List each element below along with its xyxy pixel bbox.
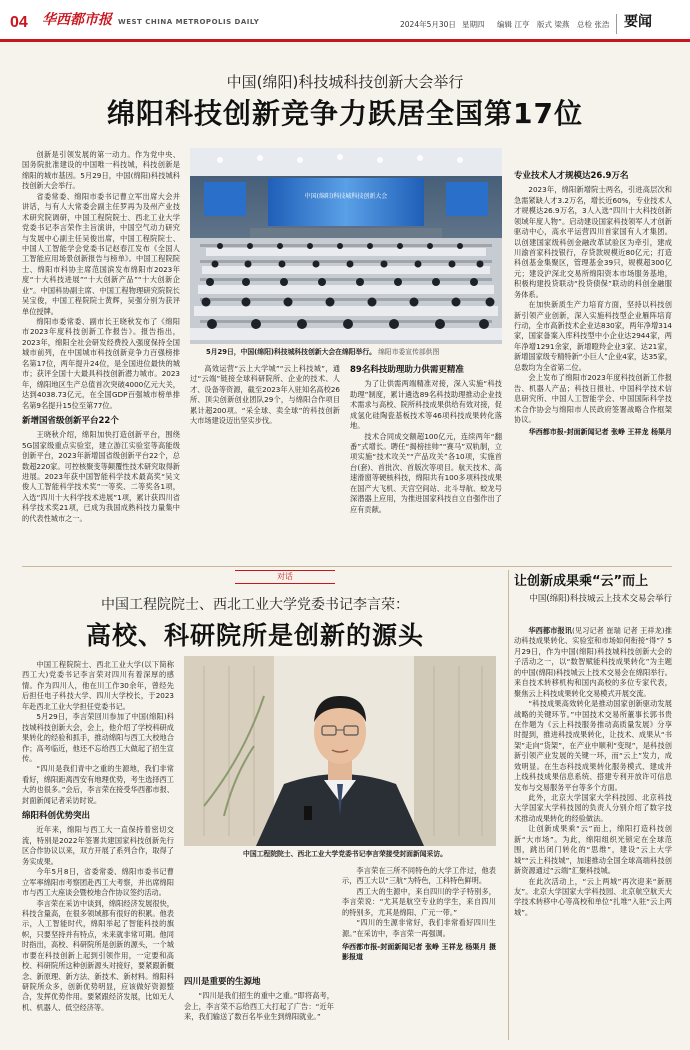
- section-divider: [22, 566, 672, 567]
- article1-byline: 华西都市报-封面新闻记者 张峥 王祥龙 杨渠月: [528, 428, 672, 437]
- article1-subhead-assistants: 89名科技助理助力供需更精准: [350, 365, 464, 375]
- article1-paragraph: 会上发布了绵阳市2023年度科技创新工作报告、机器人产品；科技日报社、中国科学技术信息研究所、中国人工智能学会、中国国际科学技术合作协会与绵阳市人民政府签署战略合作框架协议。: [514, 373, 672, 424]
- portrait-illustration: [184, 656, 496, 846]
- dialogue-paragraph: “四川是我们招生的重中之重。”即将高考，会上，李言荣不忘给西工大打起了广告：“近年来，我们输送了数百名毕业生到绵阳就业。”: [184, 991, 334, 1022]
- dialogue-middle-right-column: [342, 866, 496, 1042]
- conference-photo: [190, 148, 502, 344]
- editor-credit: 编辑 江亨: [497, 20, 530, 29]
- article1-paragraph: 王晓秋介绍，绵阳加快打造创新平台，围绕5G国家级重点实验室，建立游江实验室等高能级创新平台，2023年新增国省级创新平台22个，总数超220家。可控核聚变等颠覆性技术研究取得新进展。2023年获中国智能科学技术最高奖“吴文俊人工智能科学技术奖”一等奖、二等奖各1项，入选“四川十大科学技术进展”1项，累计获四川省科学技术奖21项，已成为我国成熟科技力量集中的代表性城市之一。: [22, 430, 180, 523]
- article1-middle-left-column: [190, 364, 340, 562]
- article1-paragraph: 绵阳市委常委、副市长王晓秋发布了《绵阳市2023年度科技创新工作报告》。报告指出，2023年，绵阳全社会研发经费投入强度保持全国城市前列，在中国城市科技创新竞争力百强榜排名第17位，两年提升24位，是全国进位最快的城市；获评全国十大最具科技创新潜力城市。2023年，绵阳地区生产总值首次突破4000亿元大关，达到4038.73亿元，在全国GDP百强城市榜单排名第9名提升15位至第77位。: [22, 317, 180, 410]
- dialogue-headline: 高校、科研院所是创新的源头: [85, 621, 424, 650]
- dialogue-paragraph: 李言荣在三所不同特色的大学工作过，他表示，西工大以“三航”为特色，工科特色鲜明。: [342, 866, 496, 886]
- article3-paragraph: 在此次活动上，“云上两城”再次迎来“新朋友”。北京大学国家大学科技园、北京航空航天大学技术转移中心等高校和单位“扎堆”入驻“云上两城”。: [514, 876, 672, 917]
- interview-photo-caption: 中国工程院院士、西北工业大学党委书记李言荣接受封面新闻采访。: [243, 850, 447, 858]
- dialogue-paragraph: 西工大的生源中，来自四川的学子特别多，李言荣说：“尤其是航空专业的学生，来自四川的特别多，尤其是绵阳、广元一带。”: [342, 886, 496, 917]
- article1-paragraph: 在加快新质生产力培育方面，坚持以科技创新引领产业创新，深入实施科技型企业雁阵培育行动，全市高新技术企业达830家，两年净增314家，国家备案入库科技型中小企业达2944家，两年净增1291余家，新增瞪羚企业3家、达21家，新增国家级专精特新“小巨人”企业4家，达35家，总数均为全省第二位。: [514, 300, 672, 372]
- conference-photo-caption: [206, 348, 506, 358]
- article1-left-column: [22, 150, 180, 568]
- article3-body: [514, 626, 672, 1042]
- article1-subhead-platforms: 新增国省级创新平台22个: [22, 415, 119, 426]
- masthead-divider: [616, 14, 617, 34]
- article3-subhead: 中国(绵阳)科技城云上技术交易会举行: [529, 593, 672, 604]
- dialogue-paragraph: “四川是我们青中之重的生源地，我们非常看好，绵阳距离西安有地理优势，考生选择西工大的也很多。”会后，李言荣在接受华西都市报、封面新闻记者采访时说。: [22, 764, 174, 805]
- article3-paragraph: 让创新成果乘“云”而上，绵阳打造科技创新“大市场”。为此，绵阳组织光锁定在全球范围，跳出闭门转化的“思维”，建设“云上大学城”“云上科技城”，加速推动全国全球高端科技创新资源通过“云端”汇聚科技城。: [514, 824, 672, 876]
- dialogue-left-column: [22, 660, 174, 1040]
- dialogue-middle-left-column: [184, 866, 334, 1042]
- article1-paragraph: 为了让供需两端精准对接，深入实施“科技助理”制度，累计遴选89名科技助理推动企业技术需求与高校、院所科技成果供给有效对接，促成氢化硅陶瓷基板技术等46项科技成果转化落地。: [350, 379, 502, 431]
- page-number: 04: [10, 14, 28, 31]
- article1-right-column: [514, 150, 672, 562]
- paper-logo-english: WEST CHINA METROPOLIS DAILY: [118, 18, 260, 26]
- dialogue-paragraph: 近年来，绵阳与西工大一直保持着密切交流，特别是2022年签署共建国家科技创新先行区合作协议以来，双方开展了系列合作，取得了务实成果。: [22, 825, 174, 866]
- article3-header: [514, 574, 672, 605]
- article1-lead: 创新是引领发展的第一动力。作为党中央、国务院批准建设的中国唯一科技城，科技创新是绵阳的城市基因。5月29日，中国(绵阳)科技城科技创新大会举行。: [22, 150, 180, 191]
- stage-screen-title: 中国(绵阳)科技城科技创新大会: [304, 193, 388, 200]
- dialogue-subhead-students: 四川是重要的生源地: [184, 977, 261, 987]
- article1-paragraph: 技术合同成交额超100亿元，连续两年“翻番”式增长。聘任“揭榜挂帅”“赛马”双轨制，立项实施“技术攻关”“产品攻关”各10项，实施首台(套)、首批次、首版次等项目。航天技术、高速滑窗等硬核科技，绵阳共有100多项科技成果在国产大飞机、天宫空间站、北斗导航、蛟龙号深潜器上应用，为推进国家科技自立自强作出了应有贡献。: [350, 431, 502, 514]
- article3-paragraph: 推动科技成果转化、实验室和市场如何衔接“得”？5月29日，作为中国(绵阳)科技城科技创新大会的子活动之一，以“数智赋能科技成果转化”为主题的中国(绵阳)科技城云上技术交易会在绵阳举行。来自技术转移机构和国内高校的多位专家代表，聚焦云上科技成果转化交易模式开展交流。: [514, 626, 672, 698]
- designer-credit: 版式 梁燕: [537, 20, 570, 29]
- dialogue-paragraph: 5月29日，李言荣回川参加了中国(绵阳)科技城科技创新大会，会上，他介绍了学校科研成果转化的经验和抓手，推动绵阳与西工大校地合作；高考临近，他还不忘给西工大做起了招生宣传。: [22, 712, 174, 763]
- conference-hall-illustration: [190, 148, 502, 344]
- dialogue-byline: 华西都市报-封面新闻记者 张峥 王祥龙 杨渠月 摄影报道: [342, 943, 496, 962]
- checker-credit: 总检 张浩: [577, 20, 610, 29]
- article1-subhead-talent: 专业技术人才规模达26.9万名: [514, 171, 629, 181]
- dialogue-paragraph: 李言荣在采访中谈到，绵阳经济发展很快，科技含量高，在很多领域都有很好的积累。他表示，人工智能时代，绵阳举起了智能科技的旗帜，只要坚持并有特点，未来就非常可期。他同时指出，高校、科研院所是创新的源头，一个城市要在科技创新上起到引领作用，一定要和高校、科研院所这种创新源头对接好，要紧跟新概念、新原理、新方法、新技术、新材料。绵阳科研院所众多，创新优势明显，应该做好资源整合，发挥优势作用。要紧跟经济发展，比如无人机、机器人、低空经济等。: [22, 898, 174, 1012]
- photo-credit: 绵阳市委宣传部供图: [378, 348, 440, 356]
- interview-photo: [184, 656, 496, 846]
- article1-middle-right-column: [350, 364, 502, 562]
- article3-reporter-note: (见习记者 崔瑞 记者 王祥龙): [572, 626, 665, 635]
- article3-paragraph: “科技成果高效转化是推动国家创新驱动发展战略的关键环节。”中国技术交易所董事长郭书贵在作题为《云上科技服务推动高质量发展》分享时提到，推进科技成果转化，让技术、成果从“书架”走向“货架”，在产业中顺利“变现”，是科技创新引领产业发展的关键一环，而“云上”发力，成效明显。在生态科技成果转化服务模式、建成并上线科技成果信息系统、搭建专利开放许可信息发布与交易服务平台等多个方面。: [514, 699, 672, 792]
- dialogue-subhead-advantage: 绵阳科创优势突出: [22, 811, 91, 822]
- article3-paragraph: 此外，北京大学国家大学科技园、北京科技大学国家大学科技园的负责人分别介绍了数字技术推动成果转化的经验做法。: [514, 793, 672, 823]
- article1-paragraph: 省委常委、绵阳市委书记曹立军出席大会并讲话，与有人大常委会副主任罗再为及州产业技术研究院调研，中国工程院院士、西北工业大学党委书记李言荣作主旨演讲，中国空气动力研究与发展中心副主任吴俊出席，中国工程院院士、中国人工智能学会党委书记赵春江发布《全国人工智能应用场景创新报告与榜单》。中国工程院院士、绵阳市科协主席范国滨发布绵阳市2023年度“十大科技进展”“十大创新产品”“十大创新企业”。中国科协副主席、中国工程物理研究院院长吴宝俊，中国工程院院士黄辉，吴强分别为获评单位授牌。: [22, 191, 180, 316]
- dialogue-tag: 对话: [235, 570, 335, 584]
- dialogue-paragraph: 今年5月8日，省委常委、绵阳市委书记曹立军率绵阳市考察团赴西工大考察，并出席绵阳市与西工大座谈会暨校地合作协议签约活动。: [22, 867, 174, 898]
- paper-logo: 华西都市报: [42, 12, 112, 28]
- article1-kicker: 中国(绵阳)科技城科技创新大会举行: [226, 73, 464, 91]
- article3-dateline: 华西都市报讯: [528, 626, 572, 635]
- article1-paragraph: 2023年，绵阳新增院士两名，引进高层次和急需紧缺人才3.2万名，增长近60%，专业技术人才规模达26.9万名，3人入选“四川十大科技创新领域年度人物”。启动建设国家科技领军人才创新驱动中心，高水平运营四川首家国有人才集团。以创建国家级科创金融改革试验区为牵引，建成川渝首家科技银行，存贷款规模近80亿元；打造科创基金集聚区，管理基金39只，规模超300亿元；建设沪深北交易所绵阳资本市场服务基地，积极构建投贷联动“投贷债保”联动的科创金融服务体系。: [514, 185, 672, 299]
- article1-paragraph: 高效运营“云上大学城”“云上科技城”，通过“云端”链接全球科研院所、企业的技术、人才、设备等资源，截至2023年入驻知名高校26所、顶尖创新创业团队29个，与绵阳合作项目累计超200项。“采全球、卖全球”的科技创新大市场建设迈出坚实步伐。: [190, 364, 340, 426]
- article3-headline: 让创新成果乘“云”而上: [514, 574, 649, 589]
- dialogue-paragraph: “四川的生源非常好，我们非常看好四川生源。”在采访中，李言荣一再强调。: [342, 918, 496, 938]
- issue-weekday: 星期四: [462, 20, 485, 29]
- photo-caption-text: 5月29日，中国(绵阳)科技城科技创新大会在绵阳举行。: [206, 348, 376, 356]
- dialogue-kicker: 中国工程院院士、西北工业大学党委书记李言荣：: [101, 597, 409, 613]
- section-name: 要闻: [624, 14, 652, 30]
- dialogue-lead: 中国工程院院士、西北工业大学(以下简称西工大)党委书记李言荣对四川有着深厚的感情。作为四川人，他在川工作30余年，曾经先后担任电子科技大学、四川大学校长，于2023年赴西北工业大学担任党委书记。: [22, 660, 174, 711]
- issue-date: 2024年5月30日: [400, 20, 456, 29]
- article1-headline: 绵阳科技创新竞争力跃居全国第17位: [107, 97, 583, 130]
